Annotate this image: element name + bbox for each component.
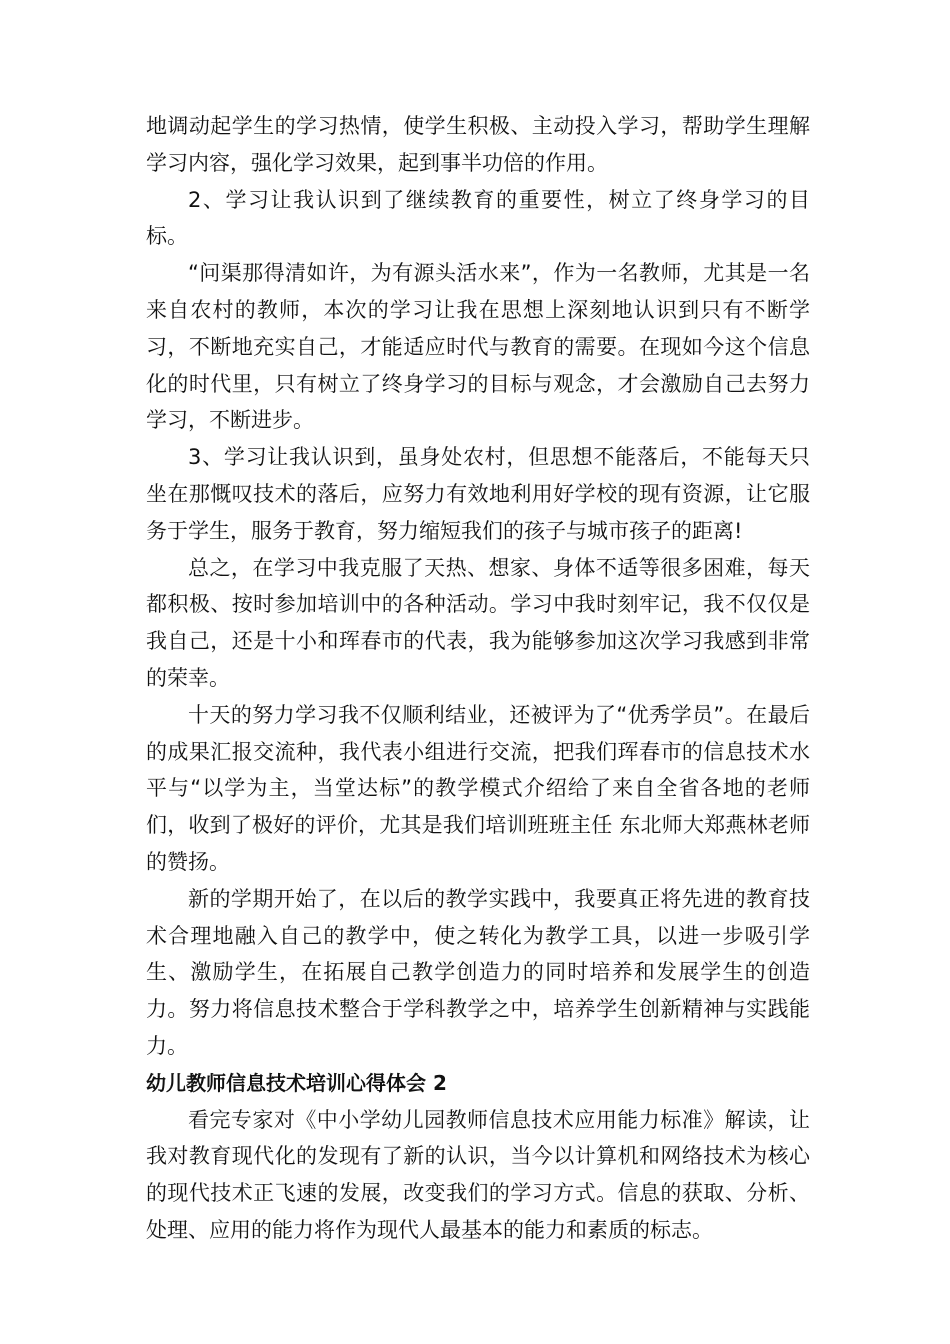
paragraph-quote: “问渠那得清如许，为有源头活水来”，作为一名教师，尤其是一名来自农村的教师，本次的学习让我在思想上深刻地认识到只有不断学习，不断地充实自己，才能适应时代与教育的需要。在现如今这个信息化的时代里，只有树立了终身学习的目标与观念，才会激励自己去努力学习，不断进步。 xyxy=(146,261,810,433)
paragraph-continuation: 地调动起学生的学习热情，使学生积极、主动投入学习，帮助学生理解学习内容，强化学习效果，起到事半功倍的作用。 xyxy=(146,114,810,175)
paragraph-point-3: 3、学习让我认识到，虽身处农村，但思想不能落后，不能每天只坐在那慨叹技术的落后，应努力有效地利用好学校的现有资源，让它服务于学生，服务于教育，努力缩短我们的孩子与城市孩子的距离! xyxy=(146,445,810,543)
paragraph-graduation: 十天的努力学习我不仅顺利结业，还被评为了“优秀学员”。在最后的成果汇报交流种，我代表小组进行交流，把我们珲春市的信息技术水平与“以学为主，当堂达标”的教学模式介绍给了来自全省各地的老师们，收到了极好的评价，尤其是我们培训班班主任 东北师大郑燕林老师的赞扬。 xyxy=(146,702,810,874)
paragraph-standard-review: 看完专家对《中小学幼儿园教师信息技术应用能力标准》解读，让我对教育现代化的发现有了新的认识，当今以计算机和网络技术为核心的现代技术正飞速的发展，改变我们的学习方式。信息的获取、分析、处理、应用的能力将作为现代人最基本的能力和素质的标志。 xyxy=(146,1107,810,1242)
paragraph-summary: 总之，在学习中我克服了天热、想家、身体不适等很多困难，每天都积极、按时参加培训中的各种活动。学习中我时刻牢记，我不仅仅是我自己，还是十小和珲春市的代表，我为能够参加这次学习我感到非常的荣幸。 xyxy=(146,555,810,690)
document-body xyxy=(146,108,810,1249)
paragraph-new-semester: 新的学期开始了，在以后的教学实践中，我要真正将先进的教育技术合理地融入自己的教学中，使之转化为教学工具，以进一步吸引学生、激励学生，在拓展自己教学创造力的同时培养和发展学生的创造力。努力将信息技术整合于学科教学之中，培养学生创新精神与实践能力。 xyxy=(146,886,810,1058)
paragraph-point-2: 2、学习让我认识到了继续教育的重要性，树立了终身学习的目标。 xyxy=(146,187,810,249)
section-heading: 幼儿教师信息技术培训心得体会 2 xyxy=(146,1070,447,1095)
